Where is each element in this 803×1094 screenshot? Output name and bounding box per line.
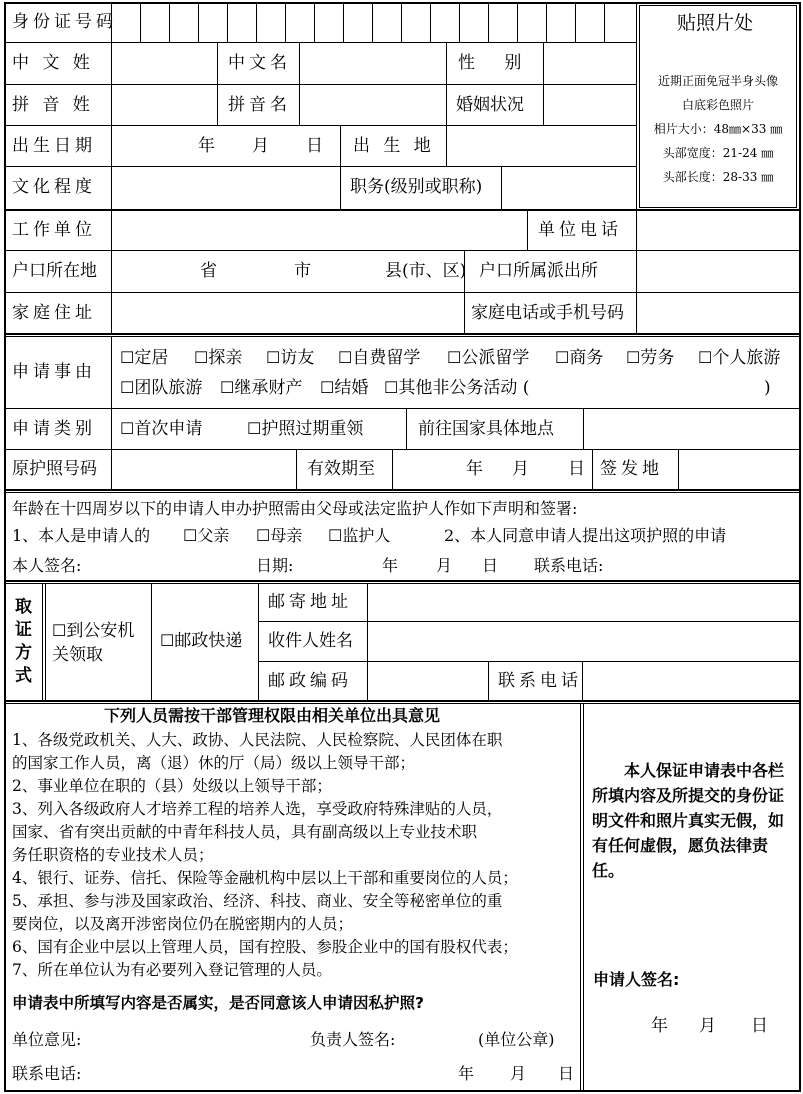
birth-month-label: 月 (252, 136, 269, 156)
recipient-name-label: 收件人姓名 (268, 631, 353, 651)
birth-place-label: 出 生 地 (353, 136, 435, 156)
purpose-option-settle[interactable]: ☐ 定居 (120, 348, 168, 368)
purpose-option-labor[interactable]: ☐ 劳务 (626, 348, 674, 368)
issue-place-label: 签发地 (600, 459, 663, 479)
purpose-option-group-travel[interactable]: ☐ 团队旅游 (120, 378, 202, 398)
unit-day-label: 日 (558, 1064, 575, 1083)
photo-note-5: 头部长度：28-33 ㎜ (662, 170, 774, 184)
notes-title: 下列人员需按干部管理权限由相关单位出具意见 (104, 706, 441, 725)
notes-item: 的国家工作人员，离（退）休的厅（局）级以上领导干部； (12, 754, 416, 772)
pickup-label-char-3: 方 (15, 643, 32, 663)
pickup-phone-label: 联系电话 (498, 671, 582, 691)
photo-title: 贴照片处 (677, 12, 754, 34)
notes-item: 6、国有企业中层以上管理人员，国有控股、参股企业中的国有股权代表； (12, 938, 518, 956)
applicant-sign-label: 申请人签名: (593, 970, 680, 989)
purpose-option-marriage[interactable]: ☐ 结婚 (320, 378, 368, 398)
guardian-sign-label: 本人签名: (12, 556, 82, 575)
police-station-label: 户口所属派出所 (479, 261, 598, 281)
pickup-label-char-1: 取 (15, 597, 32, 617)
unit-year-label: 年 (458, 1064, 475, 1083)
old-passport-label: 原护照号码 (12, 459, 97, 479)
purpose-option-self-funded-study[interactable]: ☐ 自费留学 (338, 348, 420, 368)
notes-item: 7、所在单位认为有必要列入登记管理的人员。 (12, 961, 332, 979)
applicant-day-label: 日 (751, 1016, 768, 1036)
education-label: 文化程度 (12, 177, 96, 197)
valid-month-label: 月 (512, 459, 529, 479)
applicant-declaration: 本人保证申请表中各栏所填内容及所提交的身份证明文件和照片真实无假，如有任何虚假，愿负法律责任。 (592, 761, 785, 880)
notes-item: 要岗位，以及离开涉密岗位仍在脱密期内的人员； (12, 915, 354, 933)
applicant-month-label: 月 (699, 1016, 716, 1036)
photo-note-2: 白底彩色照片 (681, 98, 754, 112)
county-label: 县(市、区) (385, 261, 467, 281)
guardian-date-label: 日期: (256, 556, 294, 575)
applicant-year-label: 年 (651, 1016, 668, 1036)
birth-year-label: 年 (198, 136, 215, 156)
home-address-label: 家庭住址 (12, 303, 96, 323)
guardian-line1-prefix: 1、本人是申请人的 (12, 526, 151, 545)
category-renewal[interactable]: ☐ 护照过期重领 (247, 419, 363, 439)
mail-address-label: 邮寄地址 (268, 592, 352, 612)
guardian-day-label: 日 (482, 556, 499, 575)
province-label: 省 (200, 261, 217, 281)
purpose-option-business[interactable]: ☐ 商务 (555, 348, 603, 368)
purpose-option-public-study[interactable]: ☐ 公派留学 (447, 348, 529, 368)
guardian-mother-checkbox[interactable]: ☐ 母亲 (256, 526, 302, 546)
id-number-label: 身份证号码 (12, 12, 117, 32)
notes-item: 4、银行、证券、信托、保险等金融机构中层以上干部和重要岗位的人员； (12, 869, 518, 887)
valid-day-label: 日 (568, 459, 585, 479)
marital-status-label: 婚姻状况 (456, 95, 524, 115)
pickup-label-char-2: 证 (15, 620, 32, 640)
birth-date-label: 出生日期 (12, 136, 96, 156)
purpose-option-inheritance[interactable]: ☐ 继承财产 (220, 378, 302, 398)
position-label: 职务(级别或职称) (350, 177, 483, 197)
guardian-year-label: 年 (382, 556, 399, 575)
guardian-month-label: 月 (436, 556, 453, 575)
valid-year-label: 年 (466, 459, 483, 479)
pickup-label-char-4: 式 (15, 666, 32, 686)
guardian-intro: 年龄在十四周岁以下的申请人申办护照需由父母或法定监护人作如下声明和签署: (12, 499, 578, 518)
home-phone-label: 家庭电话或手机号码 (471, 303, 624, 323)
category-first-application[interactable]: ☐ 首次申请 (120, 419, 202, 439)
purpose-label: 申请事由 (12, 362, 96, 382)
purpose-option-visit-friends[interactable]: ☐ 访友 (266, 348, 314, 368)
pickup-police-checkbox[interactable]: ☐ 到公安机 (52, 621, 134, 641)
destination-label: 前往国家具体地点 (418, 419, 554, 439)
notes-item: 3、列入各级政府人才培养工程的培养人选，享受政府特殊津贴的人员， (12, 800, 503, 818)
photo-note-4: 头部宽度：21-24 ㎜ (662, 146, 774, 160)
notes-item: 5、承担、参与涉及国家政治、经济、科技、商业、安全等秘密单位的重 (12, 892, 503, 910)
photo-note-3: 相片大小：48㎜×33 ㎜ (653, 122, 783, 136)
chinese-given-name-label: 中文名 (228, 53, 291, 73)
unit-seal-label: (单位公章) (478, 1030, 555, 1049)
guardian-line1-suffix: 2、本人同意申请人提出这项护照的申请 (444, 526, 727, 545)
unit-month-label: 月 (510, 1064, 527, 1083)
notes-item: 国家、省有突出贡献的中青年科技人员，具有副高级以上专业技术职 (12, 823, 478, 841)
purpose-close-paren: ) (764, 378, 771, 398)
unit-opinion-label: 单位意见: (12, 1030, 82, 1049)
chinese-surname-label: 中 文 姓 (12, 53, 94, 73)
pinyin-surname-label: 拼 音 姓 (12, 95, 94, 115)
purpose-option-other[interactable]: ☐ 其他非公务活动 ( (384, 378, 529, 398)
notes-item: 1、各级党政机关、人大、政协、人民法院、人民检察院、人民团体在职 (12, 731, 503, 749)
purpose-option-personal-travel[interactable]: ☐ 个人旅游 (698, 348, 780, 368)
work-unit-label: 工作单位 (12, 220, 96, 240)
guardian-guardian-checkbox[interactable]: ☐ 监护人 (328, 526, 390, 546)
hukou-label: 户口所在地 (12, 261, 97, 281)
notes-question: 申请表中所填写内容是否属实，是否同意该人申请因私护照? (12, 994, 424, 1012)
notes-item: 务任职资格的专业技术人员； (12, 846, 214, 864)
category-label: 申请类别 (12, 419, 96, 439)
sex-label: 性 别 (458, 53, 534, 73)
notes-item: 2、事业单位在职的（县）处级以上领导干部； (12, 777, 332, 795)
photo-note-1: 近期正面免冠半身头像 (657, 74, 778, 88)
city-label: 市 (294, 261, 311, 281)
unit-phone-label: 单位电话 (538, 220, 622, 240)
pinyin-given-name-label: 拼音名 (228, 95, 291, 115)
pickup-post-checkbox[interactable]: ☐ 邮政快递 (160, 631, 242, 651)
guardian-father-checkbox[interactable]: ☐ 父亲 (183, 526, 229, 546)
guardian-phone-label: 联系电话: (534, 556, 604, 575)
birth-day-label: 日 (306, 136, 323, 156)
purpose-option-visit-relatives[interactable]: ☐ 探亲 (194, 348, 242, 368)
pickup-police-line2: 关领取 (52, 645, 103, 665)
valid-until-label: 有效期至 (307, 459, 375, 479)
postcode-label: 邮政编码 (268, 671, 352, 691)
leader-sign-label: 负责人签名: (310, 1030, 396, 1049)
unit-contact-label: 联系电话: (12, 1064, 82, 1083)
